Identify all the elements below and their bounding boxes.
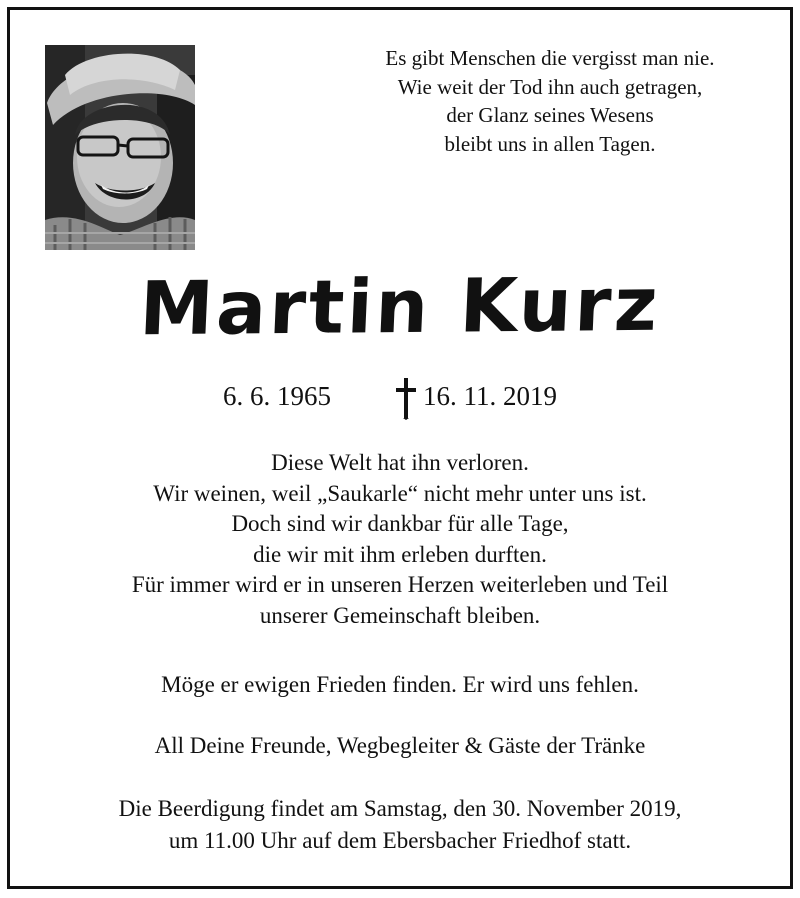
tribute-line: unserer Gemeinschaft bleiben. [259,602,541,628]
funeral-line: um 11.00 Uhr auf dem Ebersbacher Friedhof statt. [168,827,632,853]
poem-line: bleibt uns in allen Tagen. [444,131,656,156]
memorial-poem [330,44,770,158]
cross-icon [394,376,418,420]
signature-line: All Deine Freunde, Wegbegleiter & Gäste der Tränke [154,733,646,758]
poem-line: Wie weit der Tod ihn auch getragen, [397,74,703,99]
poem-line: Es gibt Menschen die vergisst man nie. [385,46,715,70]
poem-line: der Glanz seines Wesens [446,103,654,127]
tribute-line: Diese Welt hat ihn verloren. [271,450,529,475]
funeral-line: Die Beerdigung findet am Samstag, den 30. November 2019, [118,796,682,821]
death-date: 16. 11. 2019 [423,381,557,411]
tribute-line: Für immer wird er in unseren Herzen weiterleben und Teil [131,572,669,597]
deceased-name: Martin Kurz [137,261,663,353]
tribute-text [0,448,800,631]
closing-line: Möge er ewigen Frieden finden. Er wird uns fehlen. [161,672,639,697]
portrait-photo [45,45,195,250]
birth-date: 6. 6. 1965 [223,381,331,411]
tribute-line: Wir weinen, weil „Saukarle“ nicht mehr unter uns ist. [153,480,647,506]
funeral-notice [0,793,800,856]
tribute-line: Doch sind wir dankbar für alle Tage, [231,511,569,536]
tribute-line: die wir mit ihm erleben durften. [253,541,547,567]
